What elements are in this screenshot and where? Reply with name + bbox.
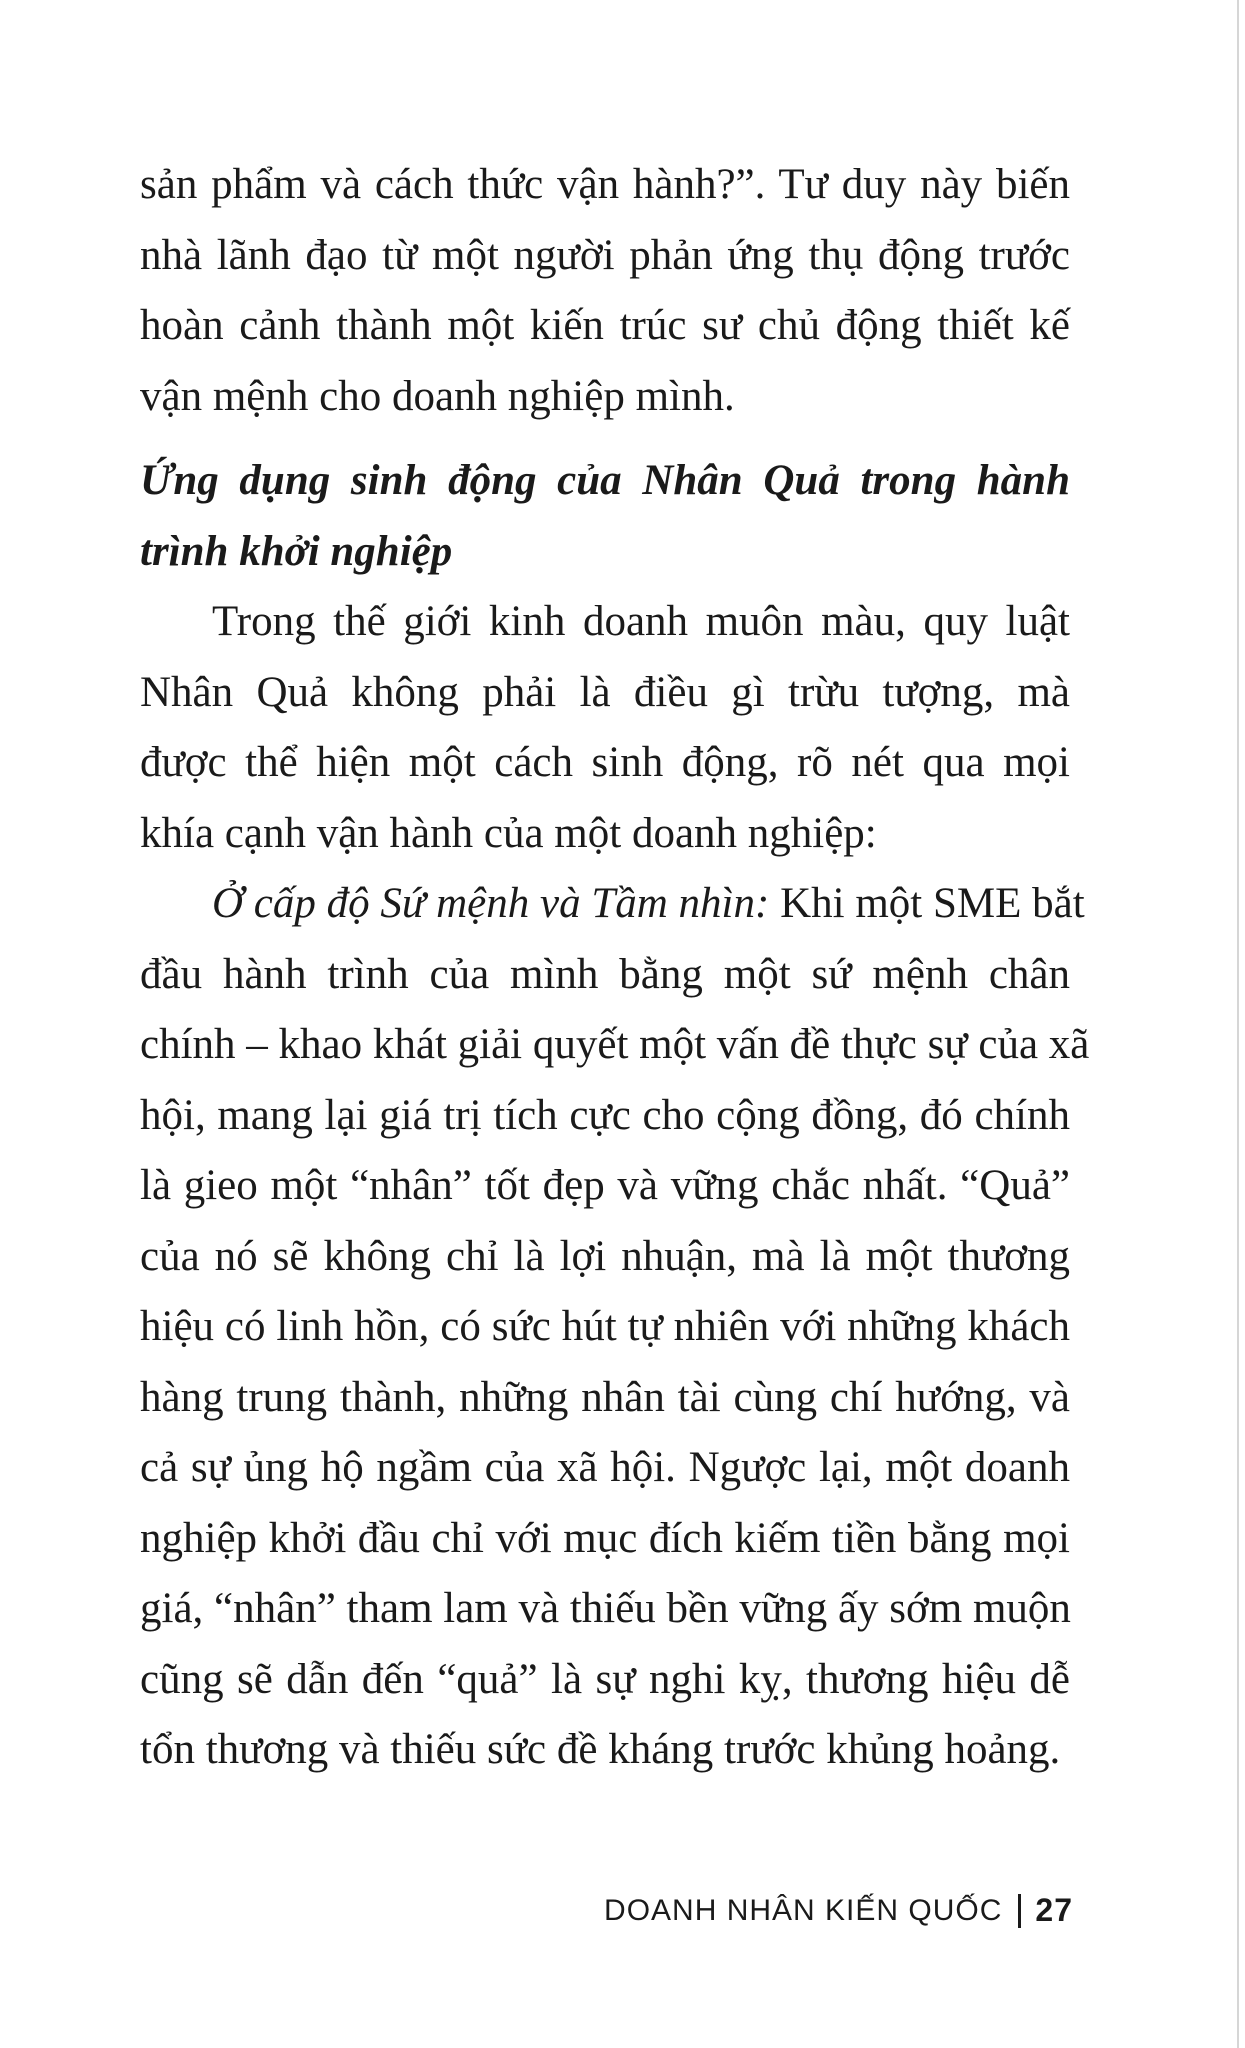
text-line: là gieo một “nhân” tốt đẹp và vững chắc nhất. “Quả”: [140, 1162, 1070, 1209]
text-line: cũng sẽ dẫn đến “quả” là sự nghi kỵ, thương hiệu dễ: [140, 1655, 1070, 1703]
paragraph-3: [140, 869, 1090, 1786]
running-footer: [604, 1892, 1073, 1929]
text-line: Nhân Quả không phải là điều gì trừu tượng, mà: [140, 668, 1070, 716]
text-line: tổn thương và thiếu sức đề kháng trước khủng hoảng.: [140, 1726, 1061, 1773]
book-page: [140, 150, 1090, 1786]
text-line: hoàn cảnh thành một kiến trúc sư chủ động thiết kế: [140, 302, 1070, 349]
heading-line: Ứng dụng sinh động của Nhân Quả trong hành: [140, 457, 1070, 504]
paragraph-1: [140, 150, 1070, 432]
text-line: đầu hành trình của mình bằng một sứ mệnh chân: [140, 950, 1070, 998]
page-number: 27: [1035, 1892, 1073, 1928]
lead-italic-phrase: Ở cấp độ Sứ mệnh và Tầm nhìn:: [212, 880, 770, 927]
text-line: hàng trung thành, những nhân tài cùng chí hướng, và: [140, 1373, 1070, 1421]
text-line: cả sự ủng hộ ngầm của xã hội. Ngược lại, một doanh: [140, 1444, 1070, 1491]
paragraph-2: [140, 587, 1070, 869]
heading-line: trình khởi nghiệp: [140, 527, 453, 575]
text-line: vận mệnh cho doanh nghiệp mình.: [140, 372, 735, 420]
text-line: giá, “nhân” tham lam và thiếu bền vững ấy sớm muộn: [140, 1585, 1071, 1632]
text-line: nghiệp khởi đầu chỉ với mục đích kiếm tiền bằng mọi: [140, 1514, 1070, 1562]
footer-divider: [1018, 1894, 1021, 1928]
lead-rest: Khi một SME bắt: [769, 880, 1085, 927]
text-line-lead: [140, 869, 1085, 940]
section-heading: [140, 446, 1070, 587]
page-edge-line: [1237, 0, 1239, 2048]
text-line: khía cạnh vận hành của một doanh nghiệp:: [140, 809, 877, 857]
text-line: chính – khao khát giải quyết một vấn đề thực sự của xã: [140, 1021, 1090, 1068]
text-line: của nó sẽ không chỉ là lợi nhuận, mà là một thương: [140, 1232, 1070, 1280]
text-line: Trong thế giới kinh doanh muôn màu, quy luật: [212, 598, 1070, 645]
text-line: nhà lãnh đạo từ một người phản ứng thụ động trước: [140, 231, 1070, 279]
text-line: sản phẩm và cách thức vận hành?”. Tư duy này biến: [140, 161, 1070, 208]
book-title: DOANH NHÂN KIẾN QUỐC: [604, 1893, 1003, 1927]
text-line: hội, mang lại giá trị tích cực cho cộng đồng, đó chính: [140, 1091, 1070, 1139]
text-line: được thể hiện một cách sinh động, rõ nét qua mọi: [140, 739, 1070, 786]
text-line: hiệu có linh hồn, có sức hút tự nhiên với những khách: [140, 1303, 1070, 1350]
